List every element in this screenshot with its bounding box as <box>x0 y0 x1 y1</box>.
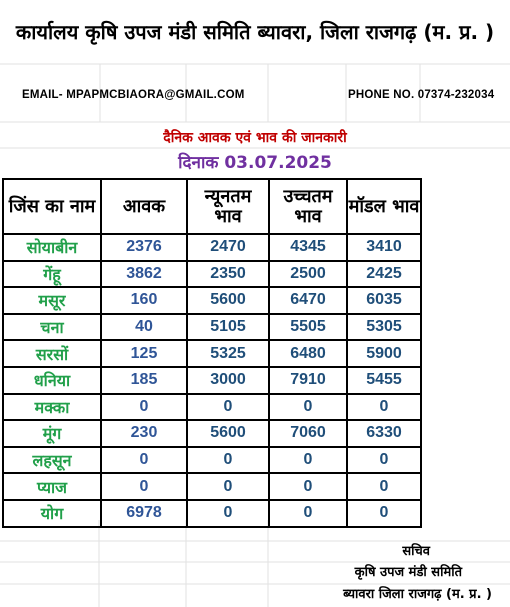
model-value: 5900 <box>347 340 421 367</box>
footer-secretary: सचिव <box>402 544 430 559</box>
commodity-name: सोयाबीन <box>3 234 101 261</box>
table-row <box>3 473 421 500</box>
arrival-value: 40 <box>101 314 187 341</box>
commodity-name: योग <box>3 500 101 527</box>
min-value: 5325 <box>187 340 269 367</box>
max-value: 5505 <box>269 314 347 341</box>
report-date: दिनाक 03.07.2025 <box>178 153 332 173</box>
rates-table <box>2 178 422 528</box>
table-row <box>3 287 421 314</box>
footer-location: ब्यावरा जिला राजगढ़ (म. प्र. ) <box>343 587 492 602</box>
table-row <box>3 261 421 288</box>
model-value: 0 <box>347 394 421 421</box>
min-value: 0 <box>187 473 269 500</box>
model-value: 5455 <box>347 367 421 394</box>
commodity-name: मूंग <box>3 420 101 447</box>
min-value: 2470 <box>187 234 269 261</box>
min-value: 5600 <box>187 420 269 447</box>
table-row <box>3 500 421 527</box>
max-value: 7910 <box>269 367 347 394</box>
max-value: 6480 <box>269 340 347 367</box>
report-subtitle: दैनिक आवक एवं भाव की जानकारी <box>163 130 347 146</box>
commodity-name: मसूर <box>3 287 101 314</box>
min-value: 5600 <box>187 287 269 314</box>
phone-text: PHONE NO. 07374-232034 <box>348 89 495 101</box>
model-value: 0 <box>347 473 421 500</box>
table-row <box>3 234 421 261</box>
model-value: 6330 <box>347 420 421 447</box>
max-value: 2500 <box>269 261 347 288</box>
min-value: 0 <box>187 500 269 527</box>
max-value: 0 <box>269 447 347 474</box>
header-min-price: न्यूनतम भाव <box>187 179 269 234</box>
model-value: 3410 <box>347 234 421 261</box>
header-model-price: मॉडल भाव <box>347 179 421 234</box>
commodity-name: चना <box>3 314 101 341</box>
arrival-value: 0 <box>101 473 187 500</box>
table-row <box>3 340 421 367</box>
model-value: 5305 <box>347 314 421 341</box>
arrival-value: 0 <box>101 447 187 474</box>
arrival-value: 185 <box>101 367 187 394</box>
max-value: 0 <box>269 500 347 527</box>
arrival-value: 230 <box>101 420 187 447</box>
min-value: 3000 <box>187 367 269 394</box>
max-value: 0 <box>269 473 347 500</box>
min-value: 0 <box>187 394 269 421</box>
table-row <box>3 394 421 421</box>
arrival-value: 3862 <box>101 261 187 288</box>
model-value: 6035 <box>347 287 421 314</box>
arrival-value: 160 <box>101 287 187 314</box>
table-header-row <box>3 179 421 234</box>
min-value: 0 <box>187 447 269 474</box>
table-row <box>3 367 421 394</box>
table-row <box>3 420 421 447</box>
max-value: 6470 <box>269 287 347 314</box>
commodity-name: धनिया <box>3 367 101 394</box>
max-value: 0 <box>269 394 347 421</box>
footer-committee: कृषि उपज मंडी समिति <box>354 565 462 580</box>
model-value: 0 <box>347 500 421 527</box>
commodity-name: प्याज <box>3 473 101 500</box>
commodity-name: सरसों <box>3 340 101 367</box>
office-title: कार्यालय कृषि उपज मंडी समिति ब्यावरा, जिला राजगढ़ (म. प्र. ) <box>15 20 495 44</box>
arrival-value: 6978 <box>101 500 187 527</box>
max-value: 7060 <box>269 420 347 447</box>
arrival-value: 0 <box>101 394 187 421</box>
model-value: 2425 <box>347 261 421 288</box>
header-arrival: आवक <box>101 179 187 234</box>
model-value: 0 <box>347 447 421 474</box>
header-commodity: जिंस का नाम <box>3 179 101 234</box>
table-row <box>3 314 421 341</box>
table-row <box>3 447 421 474</box>
header-max-price: उच्चतम भाव <box>269 179 347 234</box>
min-value: 5105 <box>187 314 269 341</box>
arrival-value: 125 <box>101 340 187 367</box>
commodity-name: लहसून <box>3 447 101 474</box>
max-value: 4345 <box>269 234 347 261</box>
email-text: EMAIL- MPAPMCBIAORA@GMAIL.COM <box>22 89 245 101</box>
commodity-name: गेंहू <box>3 261 101 288</box>
min-value: 2350 <box>187 261 269 288</box>
arrival-value: 2376 <box>101 234 187 261</box>
commodity-name: मक्का <box>3 394 101 421</box>
